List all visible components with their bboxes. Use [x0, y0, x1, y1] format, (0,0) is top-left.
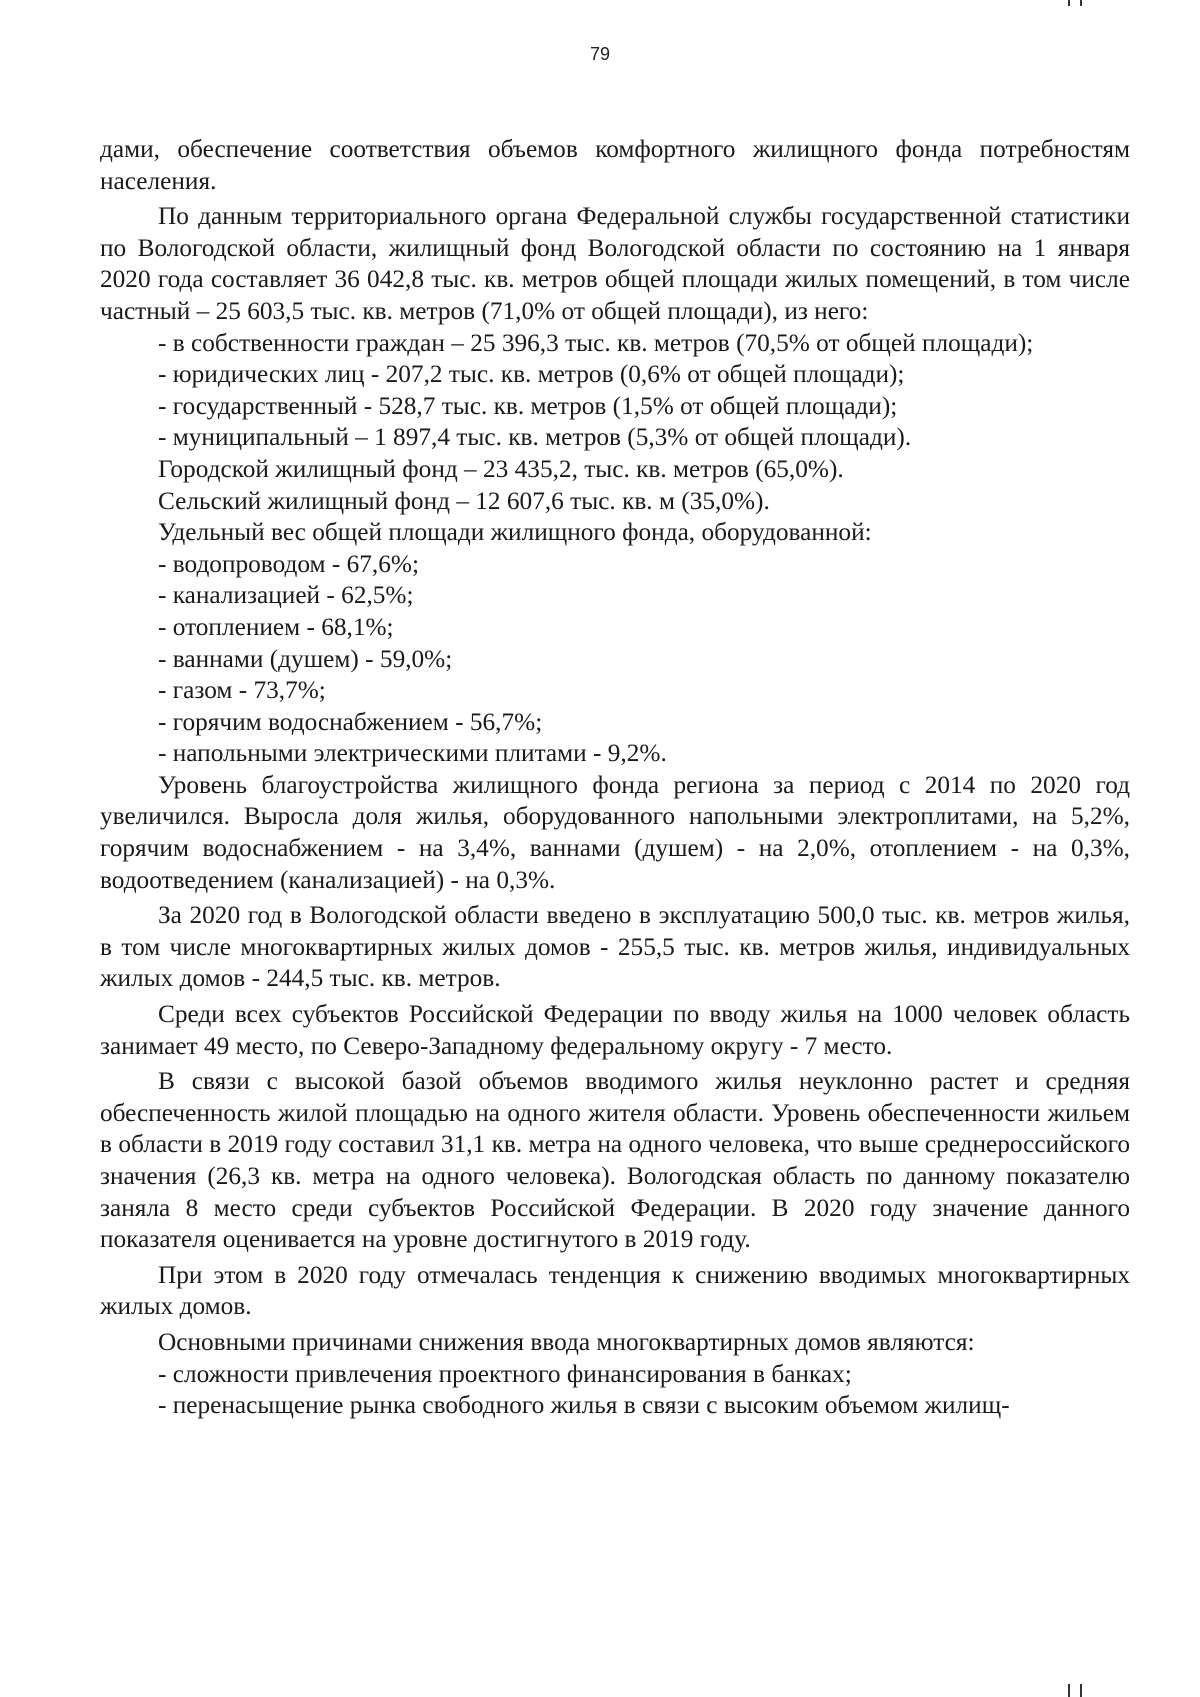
paragraph-reasons: Основными причинами снижения ввода многоквартирных домов являются: [158, 1327, 975, 1356]
paragraph-ranking: Среди всех субъектов Российской Федерации по вводу жилья на 1000 человек область занимает 49 место, по Северо-Западному федеральному округу - 7 место. [100, 1000, 1130, 1060]
list-item-gas: - газом - 73,7%; [158, 676, 326, 705]
list-item-citizens: - в собственности граждан – 25 396,3 тыс. кв. метров (70,5% от общей площади); [158, 328, 1034, 357]
paragraph-improvement-level: Уровень благоустройства жилищного фонда региона за период с 2014 по 2020 год увеличился. Выросла доля жилья, оборудованного напольными электроплитами, на 5,2%, горячим водоснабжением - на 3,4%, ваннами (душем) - на 2,0%, отоплением - на 0,3%, водоотведением (канализацией) - на 0,3%. [100, 770, 1130, 894]
list-item-financing: - сложности привлечения проектного финансирования в банках; [158, 1359, 852, 1388]
paragraph-living-space: В связи с высокой базой объемов вводимого жилья неуклонно растет и средняя обеспеченность жилой площадью на одного жителя области. Уровень обеспеченности жильем в области в 2019 году составил 31,1 кв. метра на одного человека, что выше среднероссийского значения (26,3 кв. метра на одного человека). Вологодская область по данному показателю заняла 8 место среди субъектов Российской Федерации. В 2020 году значение данного показателя оценивается на уровне достигнутого в 2019 году. [100, 1067, 1130, 1254]
list-item-heating: - отоплением - 68,1%; [158, 612, 394, 641]
paragraph-rural-fund: Сельский жилищный фонд – 12 607,6 тыс. кв. м (35,0%). [158, 486, 770, 515]
scan-mark-bottom [1068, 1684, 1070, 1697]
paragraph-urban-fund: Городской жилищный фонд – 23 435,2, тыс. кв. метров (65,0%). [158, 454, 844, 483]
list-item-electric-stoves: - напольными электрическими плитами - 9,2%. [158, 739, 667, 768]
page-number: 79 [589, 44, 611, 64]
scan-mark-top [1080, 0, 1082, 6]
paragraph-continuation: дами, обеспечение соответствия объемов комфортного жилищного фонда потребностям населения. [100, 135, 1130, 195]
paragraph-commissioning: За 2020 год в Вологодской области введено в эксплуатацию 500,0 тыс. кв. метров жилья, в том числе многоквартирных жилых домов - 255,5 тыс. кв. метров жилья, индивидуальных жилых домов - 244,5 тыс. кв. метров. [100, 901, 1130, 993]
list-item-legal-entities: - юридических лиц - 207,2 тыс. кв. метров (0,6% от общей площади); [158, 360, 905, 389]
scan-mark-top [1068, 0, 1070, 6]
paragraph-housing-stock: По данным территориального органа Федеральной службы государственной статистики по Вологодской области, жилищный фонд Вологодской области по состоянию на 1 января 2020 года составляет 36 042,8 тыс. кв. метров общей площади жилых помещений, в том числе частный – 25 603,5 тыс. кв. метров (71,0% от общей площади), из него: [100, 202, 1130, 325]
document-body [100, 134, 1130, 1422]
list-item-water-supply: - водопроводом - 67,6%; [158, 549, 419, 578]
list-item-sewerage: - канализацией - 62,5%; [158, 581, 414, 610]
paragraph-trend: При этом в 2020 году отмечалась тенденция к снижению вводимых многоквартирных жилых домов. [100, 1260, 1130, 1321]
list-item-municipal: - муниципальный – 1 897,4 тыс. кв. метров (5,3% от общей площади). [158, 423, 912, 452]
list-item-baths: - ваннами (душем) - 59,0%; [158, 644, 453, 673]
list-item-state: - государственный - 528,7 тыс. кв. метров (1,5% от общей площади); [158, 391, 898, 420]
list-item-oversaturation: - перенасыщение рынка свободного жилья в связи с высоким объемом жилищ- [158, 1391, 1010, 1420]
paragraph-equipment-share: Удельный вес общей площади жилищного фонда, оборудованной: [158, 518, 872, 547]
list-item-hot-water: - горячим водоснабжением - 56,7%; [158, 707, 543, 736]
scan-mark-bottom [1080, 1684, 1082, 1697]
